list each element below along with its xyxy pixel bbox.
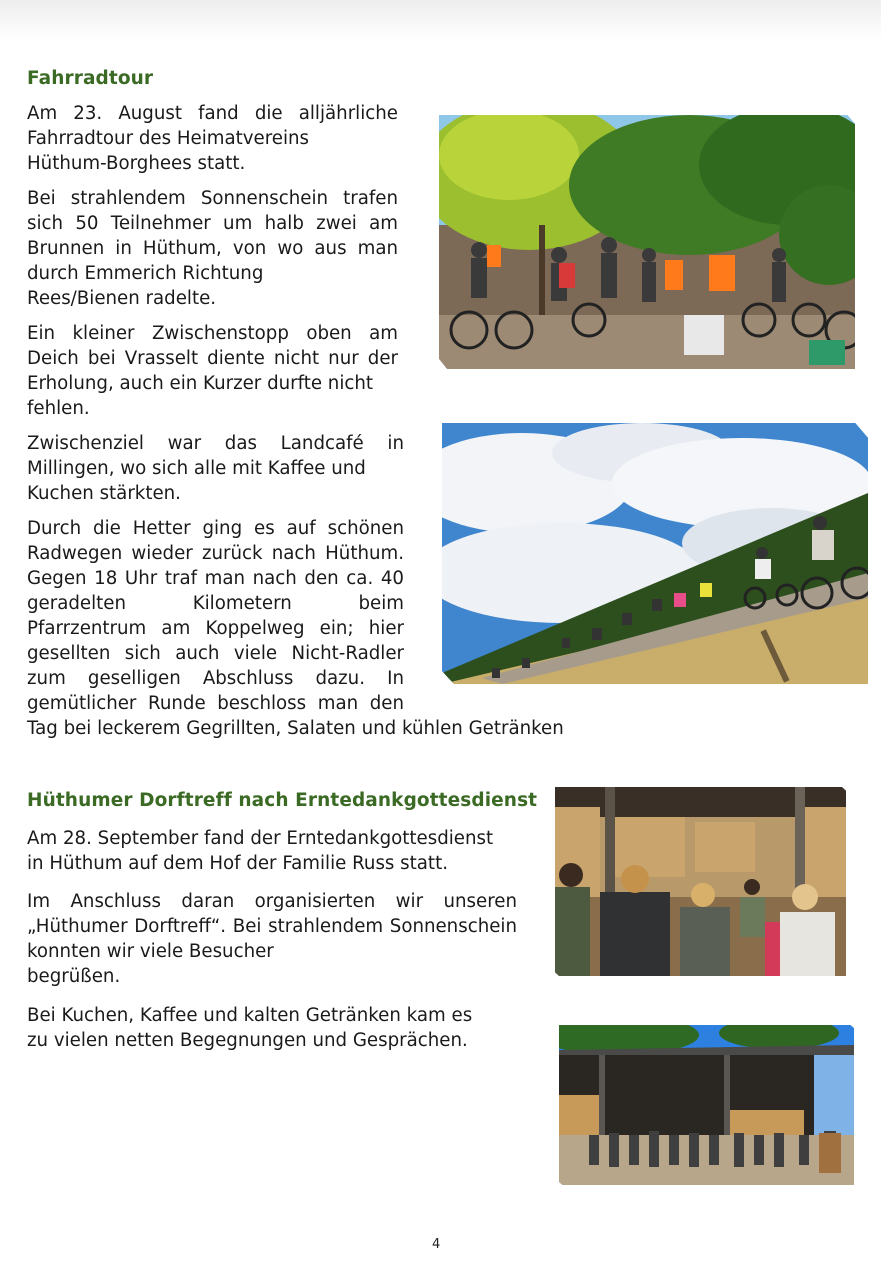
- photo-cyclists-gathering: [429, 105, 865, 379]
- section-title-fahrradtour: Fahrradtour: [27, 68, 154, 89]
- paragraph-erntedank-line1: Am 28. September fand der Erntedankgottesdienst: [27, 828, 494, 849]
- paragraph-stop-last: fehlen.: [27, 398, 90, 419]
- paragraph-return-tail: Tag bei leckerem Gegrillten, Salaten und kühlen Getränken: [27, 718, 564, 739]
- paragraph-erntedank-line2: in Hüthum auf dem Hof der Familie Russ statt.: [27, 853, 448, 874]
- paragraph-kuchen-line1: Bei Kuchen, Kaffee und kalten Getränken kam es: [27, 1005, 473, 1026]
- paragraph-landcafe: [27, 431, 404, 506]
- photo-barn-exterior-image: [559, 1025, 854, 1185]
- paragraph-intro-text: Am 23. August fand die alljährliche Fahrradtour des Heimatvereins: [27, 103, 398, 149]
- photo-cyclists-gathering-image: [439, 115, 855, 369]
- paragraph-erntedank: [27, 826, 517, 876]
- section-title-dorftreff: Hüthumer Dorftreff nach Erntedankgottesdienst: [27, 790, 538, 811]
- paragraph-return: [27, 516, 404, 716]
- paragraph-stop: [27, 321, 398, 421]
- page-number: 4: [432, 1237, 441, 1252]
- photo-barn-exterior: [549, 1015, 864, 1195]
- paragraph-dorftreff: [27, 889, 517, 989]
- paragraph-stop-text: Ein kleiner Zwischenstopp oben am Deich bei Vrasselt diente nicht nur der Erholung, auch ein Kurzer durfte nicht: [27, 323, 398, 394]
- paragraph-intro-last: Hüthum-Borghees statt.: [27, 153, 246, 174]
- paragraph-kuchen: [27, 1003, 517, 1053]
- top-shade: [0, 0, 881, 40]
- photo-barn-crowd: [545, 777, 856, 986]
- photo-cyclists-dyke-image: [442, 423, 868, 684]
- paragraph-sunshine-last: Rees/Bienen radelte.: [27, 288, 217, 309]
- paragraph-return-text: Durch die Hetter ging es auf schönen Radwegen wieder zurück nach Hüthum. Gegen 18 Uhr traf man nach den ca. 40 geradelten Kilometern beim Pfarrzentrum am Koppelweg ein; hier gesellten sich auch viele Nicht-Radler zum geselligen Abschluss dazu. In gemütlicher Runde beschloss man den: [27, 518, 404, 714]
- photo-barn-crowd-image: [555, 787, 846, 976]
- paragraph-landcafe-last: Kuchen stärkten.: [27, 483, 181, 504]
- paragraph-sunshine-text: Bei strahlendem Sonnenschein trafen sich 50 Teilnehmer um halb zwei am Brunnen in Hüthum, von wo aus man durch Emmerich Richtung: [27, 188, 398, 284]
- paragraph-kuchen-line2: zu vielen netten Begegnungen und Gesprächen.: [27, 1030, 468, 1051]
- paragraph-intro: [27, 101, 398, 176]
- paragraph-dorftreff-text: Im Anschluss daran organisierten wir unseren „Hüthumer Dorftreff“. Bei strahlendem Sonnenschein konnten wir viele Besucher: [27, 891, 517, 962]
- paragraph-sunshine: [27, 186, 398, 311]
- photo-cyclists-dyke: [432, 413, 878, 694]
- paragraph-dorftreff-last: begrüßen.: [27, 966, 121, 987]
- paragraph-landcafe-text: Zwischenziel war das Landcafé in Millingen, wo sich alle mit Kaffee und: [27, 433, 404, 479]
